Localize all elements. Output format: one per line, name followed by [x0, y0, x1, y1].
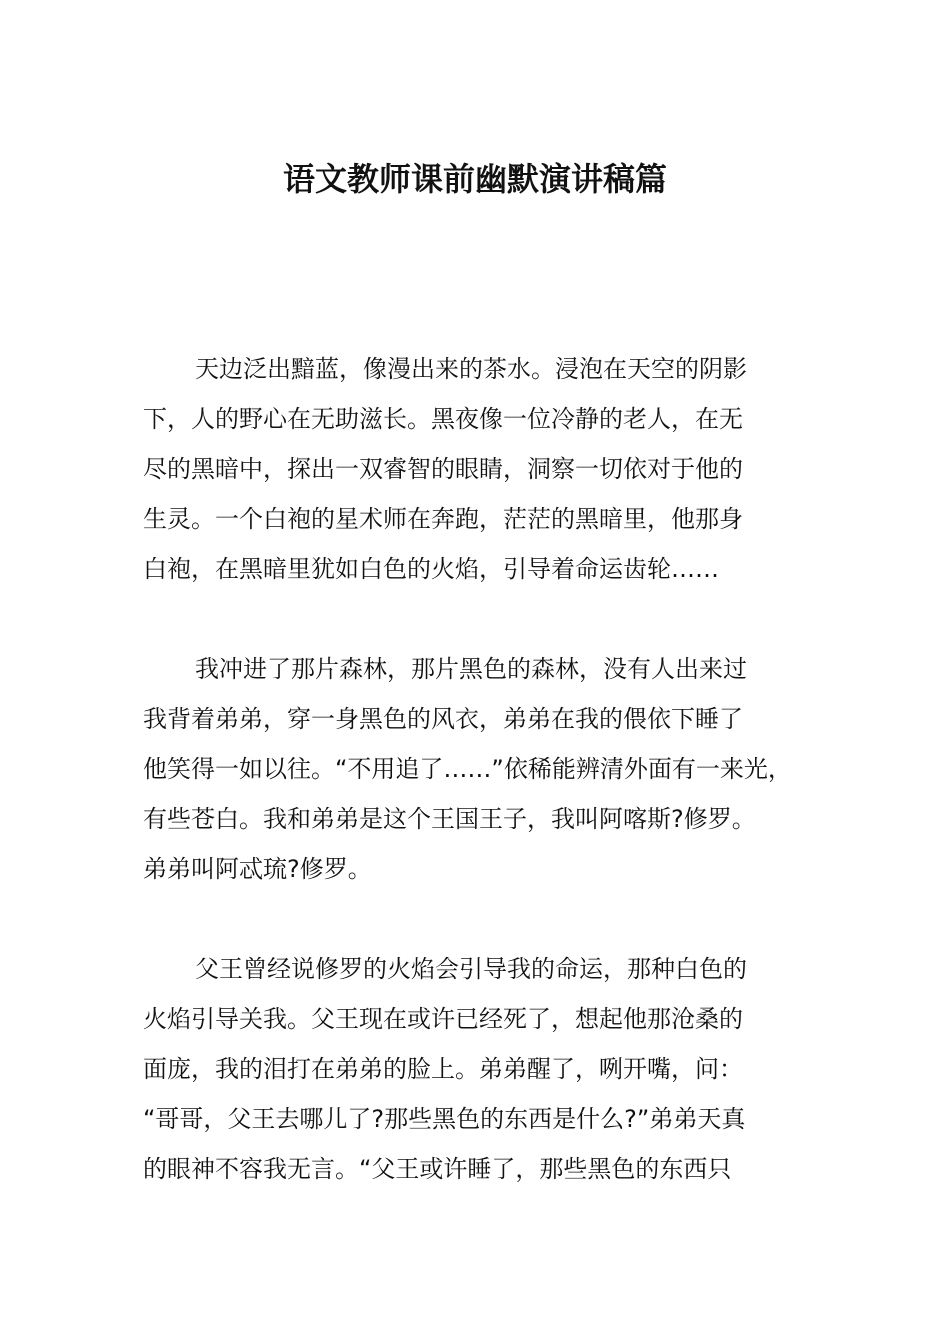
paragraph-line: 面庞，我的泪打在弟弟的脸上。弟弟醒了，咧开嘴，问： — [143, 1055, 743, 1083]
paragraph-line: 火焰引导关我。父王现在或许已经死了，想起他那沧桑的 — [143, 1005, 743, 1033]
paragraph-3 — [143, 944, 833, 1194]
paragraph-line: 下，人的野心在无助滋长。黑夜像一位冷静的老人，在无 — [143, 405, 743, 433]
paragraph-line: 的眼神不容我无言。“父王或许睡了，那些黑色的东西只 — [143, 1155, 732, 1183]
paragraph-spacer — [143, 594, 833, 644]
paragraph-spacer — [143, 894, 833, 944]
paragraph-1 — [143, 344, 833, 594]
paragraph-line: 弟弟叫阿忒琉?修罗。 — [143, 855, 372, 883]
document-title: 语文教师课前幽默演讲稿篇 — [282, 160, 667, 198]
paragraph-2 — [143, 644, 833, 894]
paragraph-line: 白袍，在黑暗里犹如白色的火焰，引导着命运齿轮…… — [143, 555, 719, 583]
paragraph-line: 生灵。一个白袍的星术师在奔跑，茫茫的黑暗里，他那身 — [143, 505, 743, 533]
paragraph-line: 他笑得一如以往。“不用追了……”依稀能辨清外面有一来光， — [143, 755, 792, 783]
paragraph-line: “哥哥，父王去哪儿了?那些黑色的东西是什么?”弟弟天真 — [143, 1105, 746, 1133]
paragraph-line: 有些苍白。我和弟弟是这个王国王子，我叫阿喀斯?修罗。 — [143, 805, 756, 833]
paragraph-line: 我背着弟弟，穿一身黑色的风衣，弟弟在我的偎依下睡了 — [143, 705, 743, 733]
paragraph-line: 我冲进了那片森林，那片黑色的森林，没有人出来过 — [195, 655, 747, 683]
paragraph-line: 天边泛出黯蓝，像漫出来的茶水。浸泡在天空的阴影 — [195, 355, 747, 383]
paragraph-line: 尽的黑暗中，探出一双睿智的眼睛，洞察一切依对于他的 — [143, 455, 743, 483]
paragraph-line: 父王曾经说修罗的火焰会引导我的命运，那种白色的 — [195, 955, 747, 983]
document-body — [143, 344, 833, 1194]
